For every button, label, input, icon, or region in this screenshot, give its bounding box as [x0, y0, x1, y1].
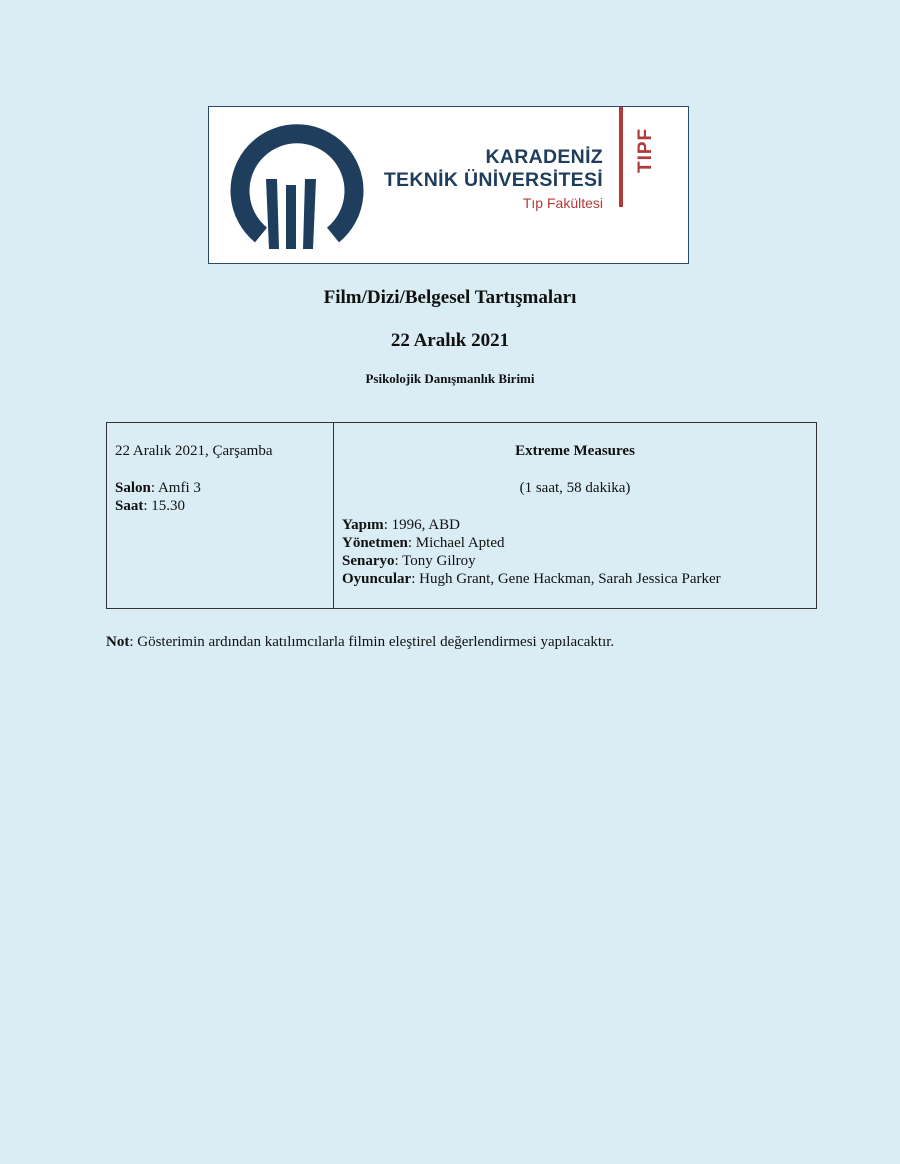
writer-value: : Tony Gilroy: [394, 553, 476, 569]
page-title: Film/Dizi/Belgesel Tartışmaları: [323, 287, 577, 308]
salon-label: Salon: [115, 480, 151, 496]
director-value: : Michael Apted: [407, 535, 505, 551]
footnote: [106, 634, 614, 651]
film-details-cell: [334, 423, 817, 609]
time-label: Saat: [115, 498, 144, 514]
production-value: : 1996, ABD: [383, 517, 460, 533]
logo-university-name-line1: KARADENİZ: [485, 146, 603, 168]
cast-value: : Hugh Grant, Gene Hackman, Sarah Jessica Parker: [411, 571, 721, 587]
writer-label: Senaryo: [342, 553, 395, 569]
time-value: : 15.30: [143, 498, 186, 514]
logo-side-text: TIPF: [635, 127, 656, 173]
salon-row: [115, 479, 325, 497]
production-row: [342, 516, 808, 534]
cast-label: Oyuncular: [342, 571, 412, 587]
production-label: Yapım: [342, 517, 384, 533]
cast-row: [342, 570, 808, 588]
university-logo: [208, 106, 689, 264]
film-title: Extreme Measures: [515, 443, 635, 459]
ktu-emblem-icon: [209, 107, 369, 263]
salon-value: : Amfi 3: [150, 480, 201, 496]
film-duration: (1 saat, 58 dakika): [519, 480, 631, 496]
director-label: Yönetmen: [342, 535, 408, 551]
director-row: [342, 534, 808, 552]
event-day: 22 Aralık 2021, Çarşamba: [115, 443, 273, 459]
unit-name: Psikolojik Danışmanlık Birimi: [365, 371, 535, 386]
event-date-heading: 22 Aralık 2021: [390, 330, 510, 351]
time-row: [115, 497, 325, 515]
event-info-table: [106, 422, 817, 609]
writer-row: [342, 552, 808, 570]
logo-faculty-name: Tıp Fakültesi: [522, 195, 603, 211]
logo-university-name-line2: TEKNİK ÜNİVERSİTESİ: [383, 169, 603, 191]
logo-divider: [619, 107, 623, 207]
event-details-cell: [107, 423, 334, 609]
note-text: : Gösterimin ardından katılımcılarla filmin eleştirel değerlendirmesi yapılacaktır.: [129, 634, 615, 650]
note-label: Not: [106, 634, 130, 650]
